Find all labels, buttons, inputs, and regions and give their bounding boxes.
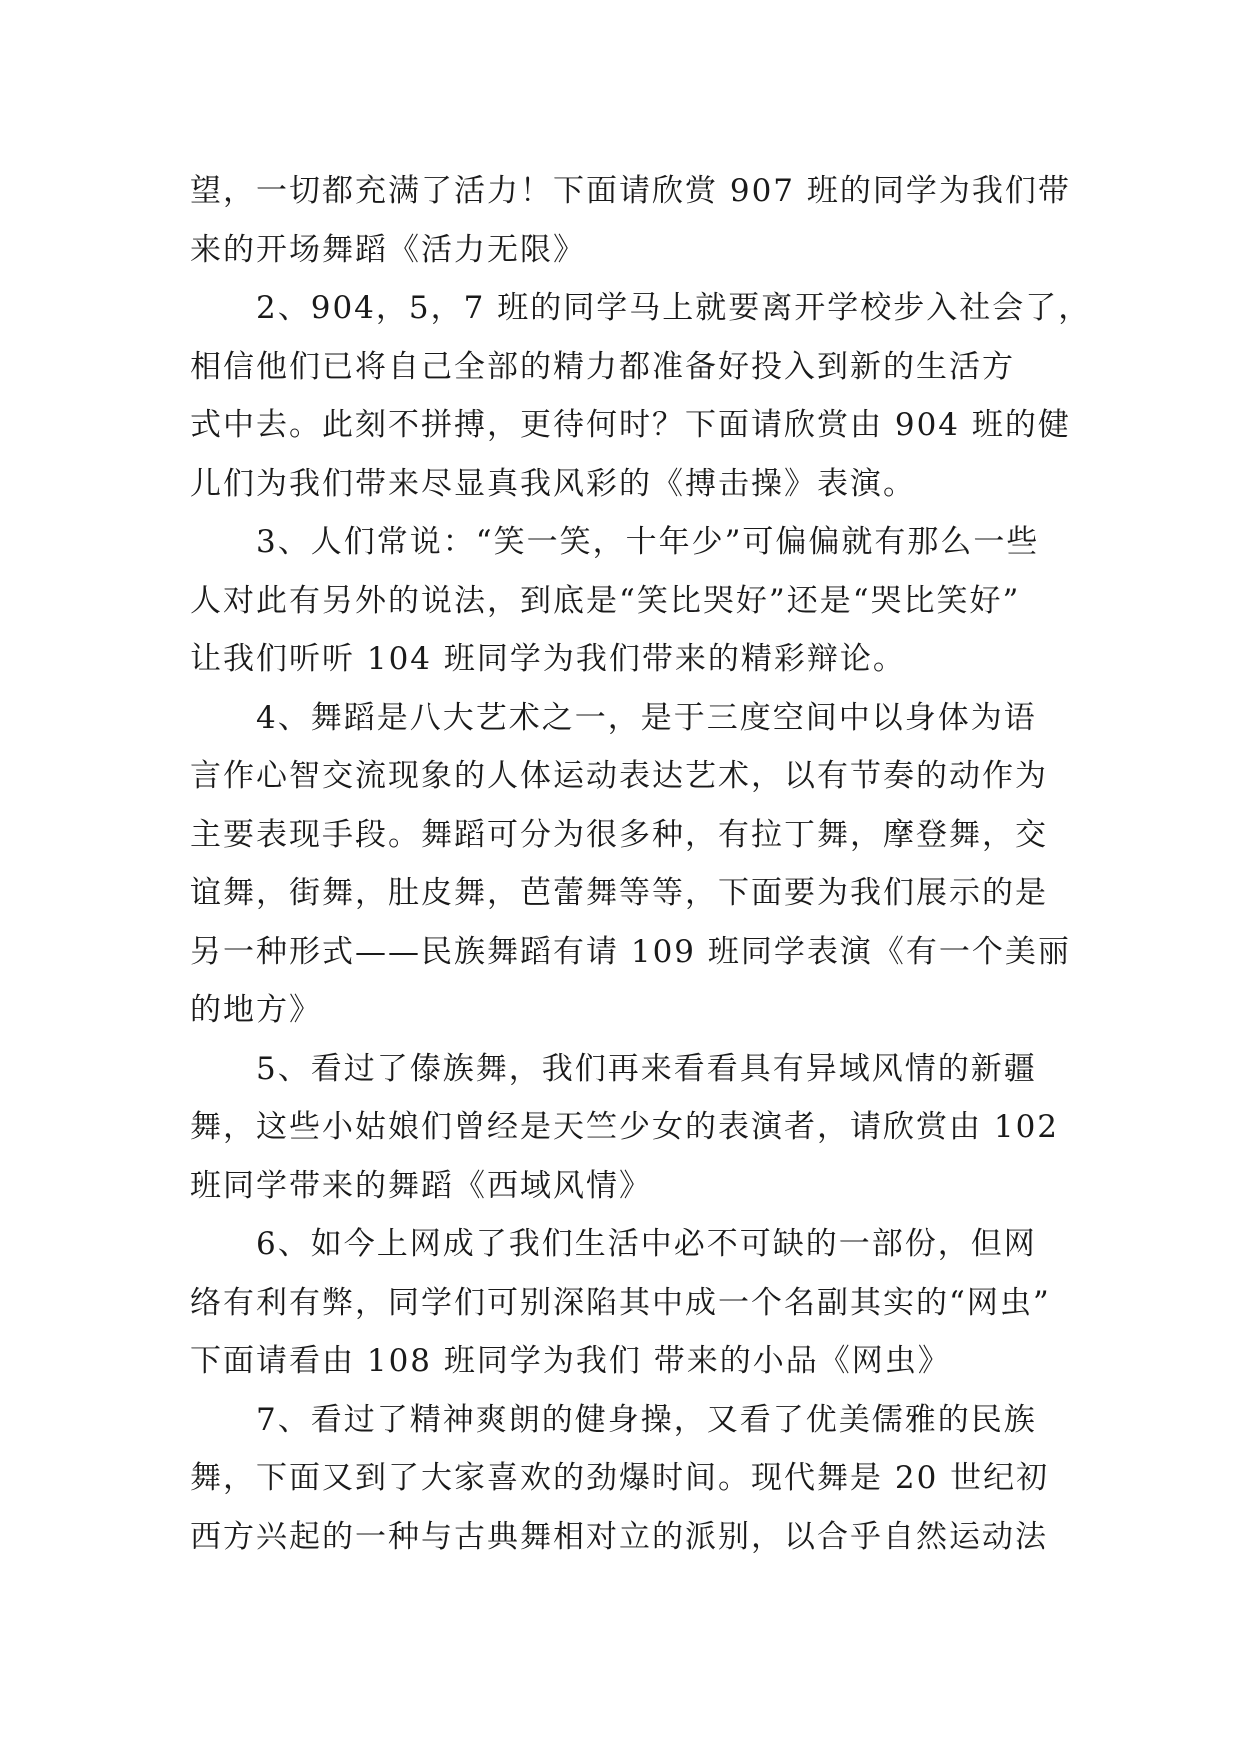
text-line: 主要表现手段。舞蹈可分为很多种，有拉丁舞，摩登舞，交: [190, 816, 1048, 853]
text-line: 舞，这些小姑娘们曾经是天竺少女的表演者，请欣赏由 102: [190, 1109, 1060, 1145]
text-line: 的地方》: [190, 992, 322, 1028]
text-line: 让我们听听 104 班同学为我们带来的精彩辩论。: [190, 641, 906, 677]
text-line: 7、看过了精神爽朗的健身操，又看了优美儒雅的民族: [256, 1401, 1037, 1438]
text-line: 下面请看由 108 班同学为我们 带来的小品《网虫》: [190, 1343, 951, 1379]
text-line: 谊舞，街舞，肚皮舞，芭蕾舞等等，下面要为我们展示的是: [190, 875, 1048, 911]
text-line: 班同学带来的舞蹈《西域风情》: [190, 1167, 652, 1204]
text-line: 西方兴起的一种与古典舞相对立的派别，以合乎自然运动法: [190, 1518, 1048, 1555]
text-line: 儿们为我们带来尽显真我风彩的《搏击操》表演。: [190, 465, 916, 502]
text-line: 络有利有弊，同学们可别深陷其中成一个名副其实的“网虫”: [190, 1284, 1051, 1321]
text-line: 2、904，5，7 班的同学马上就要离开学校步入社会了，: [256, 290, 1092, 326]
document-body: [190, 162, 1092, 1566]
text-line: 另一种形式——民族舞蹈有请 109 班同学表演《有一个美丽: [190, 933, 1071, 970]
text-line: 5、看过了傣族舞，我们再来看看具有异域风情的新疆: [256, 1050, 1037, 1087]
text-line: 式中去。此刻不拼搏，更待何时？下面请欣赏由 904 班的健: [190, 407, 1071, 443]
text-line: 相信他们已将自己全部的精力都准备好投入到新的生活方: [190, 348, 1015, 385]
text-line: 3、人们常说：“笑一笑，十年少”可偏偏就有那么一些: [256, 524, 1040, 560]
text-line: 人对此有另外的说法，到底是“笑比哭好”还是“哭比笑好”: [190, 582, 1021, 619]
text-line: 言作心智交流现象的人体运动表达艺术，以有节奏的动作为: [190, 758, 1048, 794]
text-line: 来的开场舞蹈《活力无限》: [190, 231, 586, 268]
text-line: 舞，下面又到了大家喜欢的劲爆时间。现代舞是 20 世纪初: [190, 1460, 1050, 1496]
text-line: 望，一切都充满了活力！下面请欣赏 907 班的同学为我们带: [190, 173, 1071, 209]
text-line: 6、如今上网成了我们生活中必不可缺的一部份，但网: [256, 1226, 1037, 1262]
text-line: 4、舞蹈是八大艺术之一，是于三度空间中以身体为语: [256, 699, 1037, 736]
